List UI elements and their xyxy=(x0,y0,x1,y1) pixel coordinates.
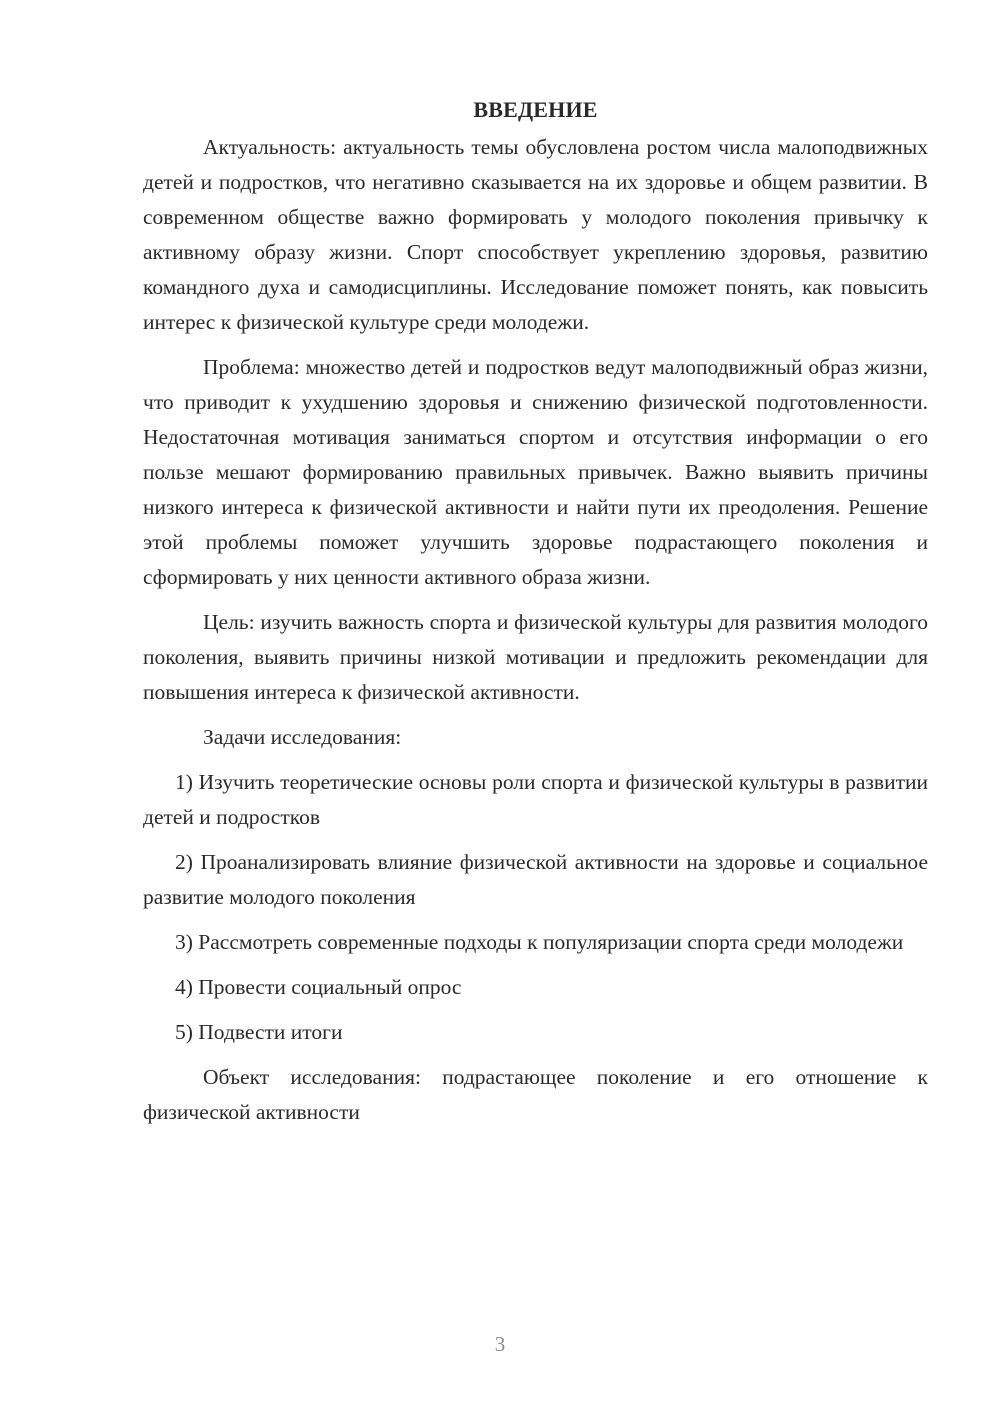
tasks-title: Задачи исследования: xyxy=(203,725,402,749)
task-item-5: 5) Подвести итоги xyxy=(175,1020,343,1044)
task-item-1: 1) Изучить теоретические основы роли спорта и физической культуры в развитии детей и подростков xyxy=(143,770,928,829)
object-paragraph: Объект исследования: подрастающее поколение и его отношение к физической активности xyxy=(143,1065,928,1124)
page-number: 3 xyxy=(494,1332,506,1356)
section-heading: ВВЕДЕНИЕ xyxy=(473,97,598,122)
page-content xyxy=(143,95,928,1130)
task-item-2: 2) Проанализировать влияние физической активности на здоровье и социальное развитие молодого поколения xyxy=(143,850,928,909)
goal-paragraph: Цель: изучить важность спорта и физической культуры для развития молодого поколения, выявить причины низкой мотивации и предложить рекомендации для повышения интереса к физической активности. xyxy=(143,610,928,704)
relevance-paragraph: Актуальность: актуальность темы обусловлена ростом числа малоподвижных детей и подростков, что негативно сказывается на их здоровье и общем развитии. В современном обществе важно формировать у молодого поколения привычку к активному образу жизни. Спорт способствует укреплению здоровья, развитию командного духа и самодисциплины. Исследование поможет понять, как повысить интерес к физической культуре среди молодежи. xyxy=(143,135,928,334)
problem-paragraph: Проблема: множество детей и подростков ведут малоподвижный образ жизни, что приводит к ухудшению здоровья и снижению физической подготовленности. Недостаточная мотивация заниматься спортом и отсутствия информации о его пользе мешают формированию правильных привычек. Важно выявить причины низкого интереса к физической активности и найти пути их преодоления. Решение этой проблемы поможет улучшить здоровье подрастающего поколения и сформировать у них ценности активного образа жизни. xyxy=(143,355,928,589)
task-item-4: 4) Провести социальный опрос xyxy=(175,975,462,999)
task-item-3: 3) Рассмотреть современные подходы к популяризации спорта среди молодежи xyxy=(175,930,904,954)
